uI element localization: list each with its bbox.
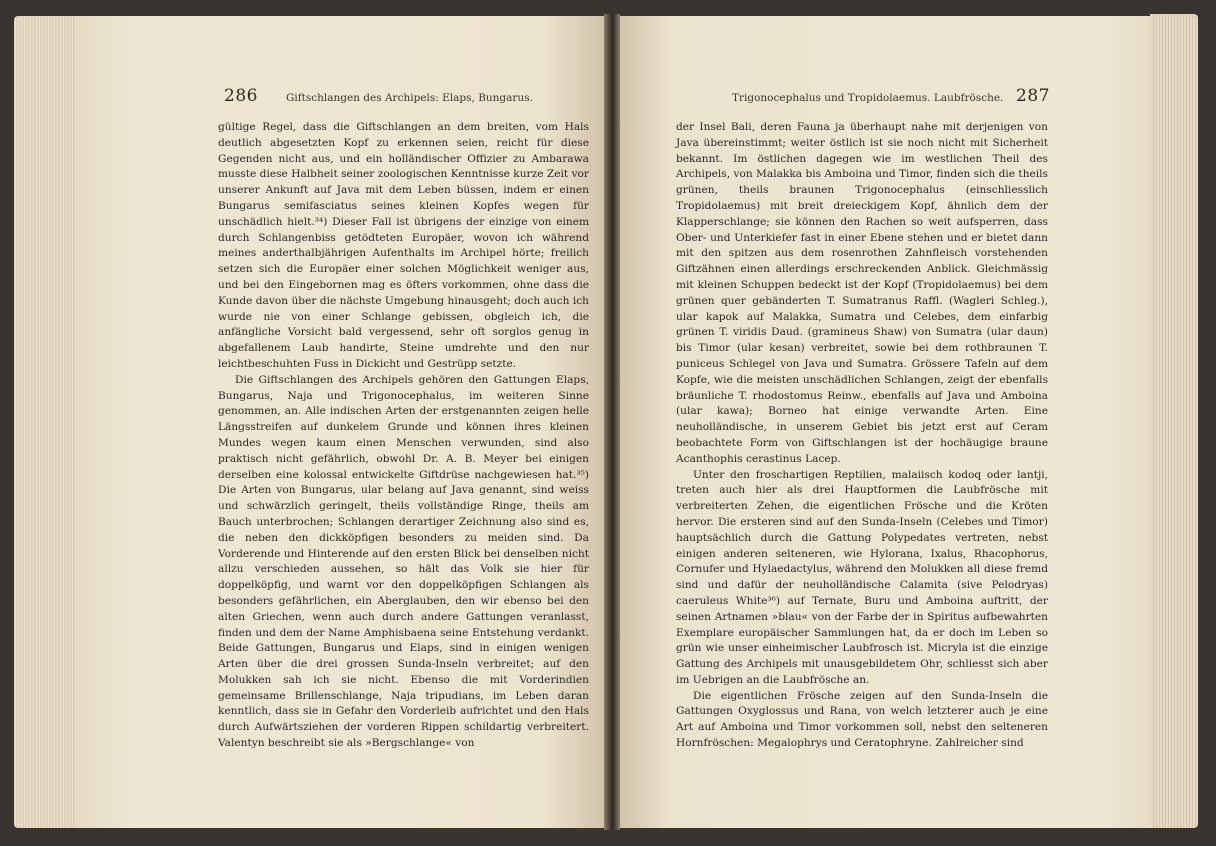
left-page-edges xyxy=(14,16,78,828)
book-gutter xyxy=(604,14,620,830)
right-paragraph-3: Die eigentlichen Frösche zeigen auf den Sunda-Inseln die Gattungen Oxyglossus und Rana, von welch letzterer auch je eine Art auf Amboina und Timor vorkommen soll, nebst den selteneren Hornfröschen: Megalophrys und Ceratophryne. Zahlreicher sind xyxy=(676,689,1048,750)
right-page-header xyxy=(670,86,1050,112)
right-page-body xyxy=(676,120,1048,752)
left-page-body xyxy=(218,120,589,752)
right-paragraph-1: der Insel Bali, deren Fauna ja überhaupt nahe mit derjenigen von Java übereinstimmt; weiter östlich ist sie noch nicht mit Sicherheit bekannt. Im östlichen dagegen wie im westlichen Theil des Archipels, von Malakka bis Amboina und Timor, finden sich die theils grünen, theils braunen Trigonocephalus (einschliesslich Tropidolaemus) mit breit dreieckigem Kopf, ähnlich dem der Klapperschlange; sie können den Rachen so weit aufsperren, dass Ober- und Unterkiefer fast in einer Ebene stehen und er bietet dann mit den spitzen aus dem rosenrothen Zahnfleisch vorstehenden Giftzähnen einen allerdings erschreckenden Anblick. Gleichmässig mit kleinen Schuppen bedeckt ist der Kopf (Tropidolaemus) bei dem grünen quer gebänderten T. Sumatranus Raffl. (Wagleri Schleg.), ular kapok auf Malakka, Sumatra und Celebes, dem einfarbig grünen T. viridis Daud. (gramineus Shaw) von Sumatra (ular daun) bis Timor (ular kesan) verbreitet, sowie bei dem rothbraunen T. puniceus Schlegel von Java und Sumatra. Grössere Tafeln auf dem Kopfe, wie die meisten unschädlichen Schlangen, zeigt der ebenfalls bräunliche T. rhodostomus Reinw., ebenfalls auf Java und Amboina (ular kawa); Borneo hat einige verwandte Arten. Eine neuholländische, in unserem Gebiet bis jetzt erst auf Ceram beobachtete Form von Giftschlangen ist der hochäugige braune Acanthophis cerastinus Lacep. xyxy=(676,121,1048,465)
left-running-head: Giftschlangen des Archipels: Elaps, Bungarus. xyxy=(286,92,533,104)
left-paragraph-2: Die Giftschlangen des Archipels gehören den Gattungen Elaps, Bungarus, Naja und Trigonocephalus, im weiteren Sinne genommen, an. Alle indischen Arten der erstgenannten zeigen helle Längsstreifen auf dunkelem Grunde und können ihres kleinen Mundes wegen kaum einen Menschen verwunden, sind also praktisch nicht gefährlich, obwohl Dr. A. B. Meyer bei einigen derselben eine kolossal entwickelte Giftdrüse nachgewiesen hat.³⁵) Die Arten von Bungarus, ular belang auf Java genannt, sind weiss und schwärzlich geringelt, theils vollständige Ringe, theils am Bauch unterbrochen; Schlangen derartiger Zeichnung also sind es, die neben den dickköpfigen besonders zu meiden sind. Da Vorderende und Hinterende auf den ersten Blick bei denselben nicht allzu verschieden aussehen, so hält das Volk sie hier für doppelköpfig, und warnt vor den doppelköpfigen Schlangen als besonders gefährlichen, ein Aberglauben, den wir ebenso bei den alten Griechen, wenn auch durch andere Gattungen veranlasst, finden und dem der Name Amphisbaena seine Entstehung verdankt. Beide Gattungen, Bungarus und Elaps, sind in einigen wenigen Arten über die drei grossen Sunda-Inseln verbreitet; auf den Molukken sah ich sie nicht. Ebenso die mit Vorderindien gemeinsame Brillenschlange, Naja tripudians, im Leben daran kenntlich, dass sie in Gefahr den Vorderleib aufrichtet und den Hals durch Aufwärtsziehen der vorderen Rippen schildartig verbreitert. Valentyn beschreibt sie als »Bergschlange« von xyxy=(218,373,589,750)
right-paragraph-2: Unter den froschartigen Reptilien, malaiisch kodoq oder lantji, treten auch hier als drei Hauptformen die Laubfrösche mit verbreiterten Zehen, die eigentlichen Frösche und die Kröten hervor. Die ersteren sind auf den Sunda-Inseln (Celebes und Timor) hauptsächlich durch die Gattung Polypedates vertreten, nebst einigen anderen selteneren, wie Hylorana, Ixalus, Rhacophorus, Cornufer und Hylaedactylus, während den Molukken all diese fremd sind und dafür der neuholländische Calamita (sive Pelodryas) caeruleus White³⁶) auf Ternate, Buru und Amboina auftritt, der seinen Artnamen »blau« von der Farbe der in Spiritus aufbewahrten Exemplare europäischer Sammlungen hat, da er doch im Leben so grün wie unser einheimischer Laubfrosch ist. Micryla ist die einzige Gattung des Archipels mit unausgebildetem Ohr, schliesst sich aber im Uebrigen an die Laubfrösche an. xyxy=(676,468,1048,686)
left-page-header xyxy=(210,86,606,112)
left-page-number: 286 xyxy=(224,86,258,106)
right-running-head: Trigonocephalus und Tropidolaemus. Laubfrösche. xyxy=(732,92,1004,104)
right-page-edges xyxy=(1150,14,1198,828)
right-page-number: 287 xyxy=(1016,86,1050,106)
left-paragraph-1: gültige Regel, dass die Giftschlangen an dem breiten, vom Hals deutlich abgesetzten Kopf zu erkennen seien, reicht für diese Gegenden nicht aus, und ein holländischer Offizier zu Ambarawa musste diese Halbheit seiner zoologischen Kenntnisse kurze Zeit vor unserer Ankunft auf Java mit dem Leben büssen, indem er einen Bungarus semifasciatus seines kleinen Kopfes wegen für unschädlich hielt.³⁴) Dieser Fall ist übrigens der einzige von einem durch Schlangenbiss getödteten Europäer, wovon ich während meines anderthalbjährigen Aufenthalts im Archipel hörte; freilich setzen sich die Europäer einer solchen Möglichkeit weniger aus, und bei den Eingebornen mag es öfters vorkommen, ohne dass die Kunde davon über die nächste Umgebung hinausgeht; doch auch ich wurde nie von einer Schlange gebissen, obgleich ich, die anfängliche Vorsicht bald vergessend, sehr oft sorglos genug in abgefallenem Laub handirte, Steine umdrehte und den nur leichtbeschuhten Fuss in Dickicht und Gestrüpp setzte. xyxy=(218,121,589,370)
